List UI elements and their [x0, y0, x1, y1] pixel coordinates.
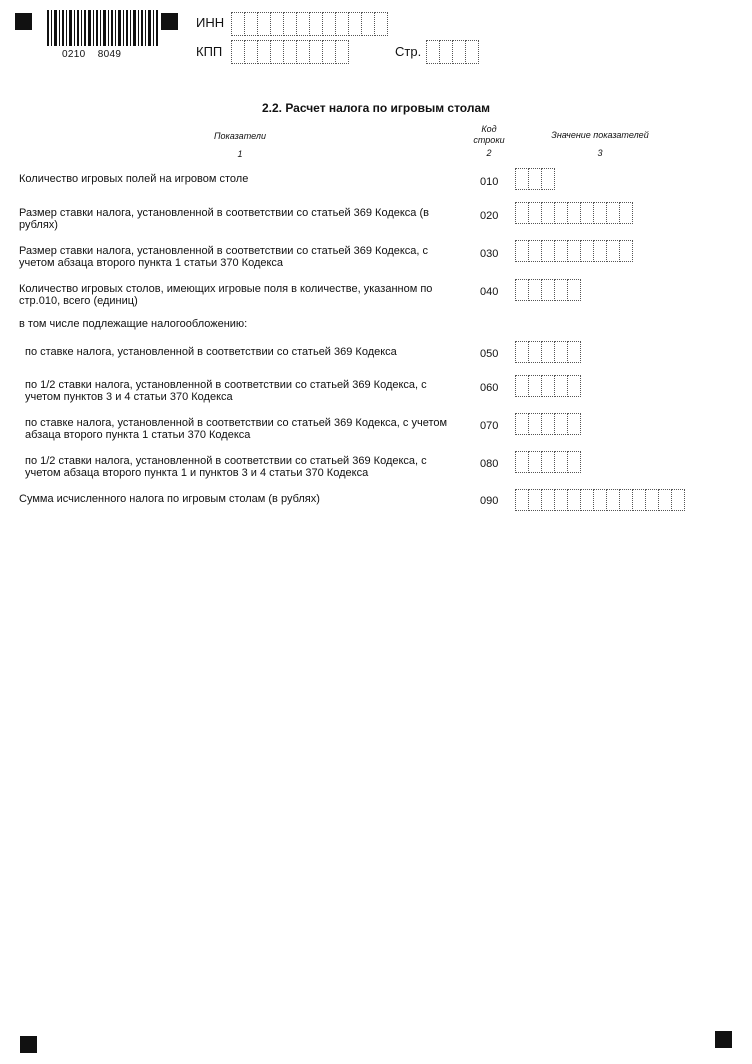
value-digit-cell[interactable] — [528, 489, 542, 511]
value-digit-cell[interactable] — [541, 168, 555, 190]
value-digit-cell[interactable] — [658, 489, 672, 511]
value-digit-cell[interactable] — [567, 279, 581, 301]
row-020-value-field[interactable] — [515, 202, 632, 224]
row-070-value-field[interactable] — [515, 413, 580, 435]
row-080-code: 080 — [480, 458, 499, 470]
value-digit-cell[interactable] — [528, 375, 542, 397]
value-digit-cell[interactable] — [515, 375, 529, 397]
value-digit-cell[interactable] — [593, 202, 607, 224]
row-060-value-field[interactable] — [515, 375, 580, 397]
kpp-digit-cell[interactable] — [244, 40, 258, 64]
value-digit-cell[interactable] — [580, 202, 594, 224]
value-digit-cell[interactable] — [606, 202, 620, 224]
value-digit-cell[interactable] — [515, 202, 529, 224]
value-digit-cell[interactable] — [554, 341, 568, 363]
value-digit-cell[interactable] — [528, 341, 542, 363]
kpp-digit-cell[interactable] — [231, 40, 245, 64]
row-060-label: по 1/2 ставки налога, установленной в соответствии со статьей 369 Кодекса, с учетом пунктов 3 и 4 статьи 370 Кодекса — [25, 379, 427, 403]
value-digit-cell[interactable] — [619, 489, 633, 511]
value-digit-cell[interactable] — [515, 240, 529, 262]
inn-digit-cell[interactable] — [348, 12, 362, 36]
column-header-indicators: Показатели — [214, 131, 266, 141]
row-070-label: по ставке налога, установленной в соответствии со статьей 369 Кодекса, с учетом абзаца второго пункта 1 статьи 370 Кодекса — [25, 417, 448, 441]
subtotal-heading: в том числе подлежащие налогообложению: — [19, 318, 248, 330]
row-040-code: 040 — [480, 286, 499, 298]
kpp-digit-cell[interactable] — [257, 40, 271, 64]
value-digit-cell[interactable] — [567, 375, 581, 397]
value-digit-cell[interactable] — [528, 168, 542, 190]
value-digit-cell[interactable] — [541, 240, 555, 262]
row-030-label: Размер ставки налога, установленной в соответствии со статьей 369 Кодекса, с учетом абзаца второго пункта 1 статьи 370 Кодекса — [19, 245, 429, 269]
value-digit-cell[interactable] — [606, 489, 620, 511]
value-digit-cell[interactable] — [515, 489, 529, 511]
inn-digit-cell[interactable] — [374, 12, 388, 36]
corner-marker-top-left — [15, 13, 32, 30]
inn-digit-cell[interactable] — [296, 12, 310, 36]
value-digit-cell[interactable] — [554, 375, 568, 397]
value-digit-cell[interactable] — [554, 279, 568, 301]
value-digit-cell[interactable] — [515, 341, 529, 363]
inn-digit-cell[interactable] — [257, 12, 271, 36]
kpp-digit-cell[interactable] — [322, 40, 336, 64]
kpp-digit-cell[interactable] — [283, 40, 297, 64]
value-digit-cell[interactable] — [528, 202, 542, 224]
value-digit-cell[interactable] — [515, 168, 529, 190]
page-digit-cell[interactable] — [465, 40, 479, 64]
row-090-code: 090 — [480, 495, 499, 507]
inn-digit-cell[interactable] — [322, 12, 336, 36]
row-080-label: по 1/2 ставки налога, установленной в соответствии со статьей 369 Кодекса, с учетом абзаца второго пункта 1 и пунктов 3 и 4 статьи 370 Кодекса — [25, 455, 427, 479]
page-number-field[interactable] — [426, 40, 478, 64]
row-050-value-field[interactable] — [515, 341, 580, 363]
row-070-code: 070 — [480, 420, 499, 432]
corner-marker-bottom-right — [715, 1031, 732, 1048]
row-090-value-field[interactable] — [515, 489, 684, 511]
value-digit-cell[interactable] — [554, 202, 568, 224]
value-digit-cell[interactable] — [632, 489, 646, 511]
page-label: Стр. — [395, 44, 422, 59]
inn-digit-cell[interactable] — [335, 12, 349, 36]
value-digit-cell[interactable] — [554, 413, 568, 435]
kpp-digit-cell[interactable] — [335, 40, 349, 64]
row-020-label: Размер ставки налога, установленной в соответствии со статьей 369 Кодекса (в рублях) — [19, 207, 429, 231]
kpp-digit-cell[interactable] — [296, 40, 310, 64]
value-digit-cell[interactable] — [554, 489, 568, 511]
value-digit-cell[interactable] — [619, 202, 633, 224]
value-digit-cell[interactable] — [554, 240, 568, 262]
inn-digit-cell[interactable] — [309, 12, 323, 36]
value-digit-cell[interactable] — [567, 341, 581, 363]
row-080-value-field[interactable] — [515, 451, 580, 473]
section-title: 2.2. Расчет налога по игровым столам — [261, 101, 491, 115]
row-010-code: 010 — [480, 176, 499, 188]
row-050-label: по ставке налога, установленной в соответствии со статьей 369 Кодекса — [25, 346, 397, 358]
column-header-value: Значение показателей — [551, 130, 649, 140]
value-digit-cell[interactable] — [567, 451, 581, 473]
value-digit-cell[interactable] — [567, 413, 581, 435]
value-digit-cell[interactable] — [541, 413, 555, 435]
row-040-value-field[interactable] — [515, 279, 580, 301]
barcode — [47, 10, 159, 46]
inn-digit-cell[interactable] — [283, 12, 297, 36]
inn-field[interactable] — [231, 12, 387, 36]
value-digit-cell[interactable] — [541, 202, 555, 224]
column-header-code: Код строки — [473, 124, 505, 145]
value-digit-cell[interactable] — [541, 489, 555, 511]
value-digit-cell[interactable] — [515, 413, 529, 435]
value-digit-cell[interactable] — [528, 279, 542, 301]
value-digit-cell[interactable] — [580, 240, 594, 262]
value-digit-cell[interactable] — [580, 489, 594, 511]
column-number-2: 2 — [486, 148, 492, 158]
value-digit-cell[interactable] — [528, 240, 542, 262]
page-digit-cell[interactable] — [426, 40, 440, 64]
value-digit-cell[interactable] — [593, 240, 607, 262]
value-digit-cell[interactable] — [515, 451, 529, 473]
page-digit-cell[interactable] — [452, 40, 466, 64]
row-030-value-field[interactable] — [515, 240, 632, 262]
value-digit-cell[interactable] — [541, 375, 555, 397]
value-digit-cell[interactable] — [567, 202, 581, 224]
corner-marker-bottom-left — [20, 1036, 37, 1053]
value-digit-cell[interactable] — [606, 240, 620, 262]
row-030-code: 030 — [480, 248, 499, 260]
value-digit-cell[interactable] — [541, 341, 555, 363]
value-digit-cell[interactable] — [528, 451, 542, 473]
kpp-label: КПП — [196, 44, 223, 59]
row-050-code: 050 — [480, 348, 499, 360]
value-digit-cell[interactable] — [619, 240, 633, 262]
value-digit-cell[interactable] — [528, 413, 542, 435]
row-020-code: 020 — [480, 210, 499, 222]
value-digit-cell[interactable] — [541, 279, 555, 301]
inn-label: ИНН — [196, 15, 225, 30]
row-010-label: Количество игровых полей на игровом столе — [19, 173, 249, 185]
inn-digit-cell[interactable] — [270, 12, 284, 36]
kpp-digit-cell[interactable] — [270, 40, 284, 64]
column-number-1: 1 — [237, 149, 243, 159]
corner-marker-top-right — [161, 13, 178, 30]
kpp-digit-cell[interactable] — [309, 40, 323, 64]
value-digit-cell[interactable] — [567, 240, 581, 262]
inn-digit-cell[interactable] — [361, 12, 375, 36]
value-digit-cell[interactable] — [645, 489, 659, 511]
value-digit-cell[interactable] — [541, 451, 555, 473]
barcode-number: 0210 8049 — [62, 49, 122, 60]
value-digit-cell[interactable] — [515, 279, 529, 301]
kpp-field[interactable] — [231, 40, 348, 64]
inn-digit-cell[interactable] — [231, 12, 245, 36]
row-060-code: 060 — [480, 382, 499, 394]
value-digit-cell[interactable] — [671, 489, 685, 511]
row-090-label: Сумма исчисленного налога по игровым столам (в рублях) — [19, 493, 320, 505]
value-digit-cell[interactable] — [567, 489, 581, 511]
value-digit-cell[interactable] — [554, 451, 568, 473]
inn-digit-cell[interactable] — [244, 12, 258, 36]
row-040-label: Количество игровых столов, имеющих игровые поля в количестве, указанном по стр.010, всего (единиц) — [19, 283, 433, 307]
column-number-3: 3 — [597, 148, 603, 158]
row-010-value-field[interactable] — [515, 168, 554, 190]
value-digit-cell[interactable] — [593, 489, 607, 511]
page-digit-cell[interactable] — [439, 40, 453, 64]
